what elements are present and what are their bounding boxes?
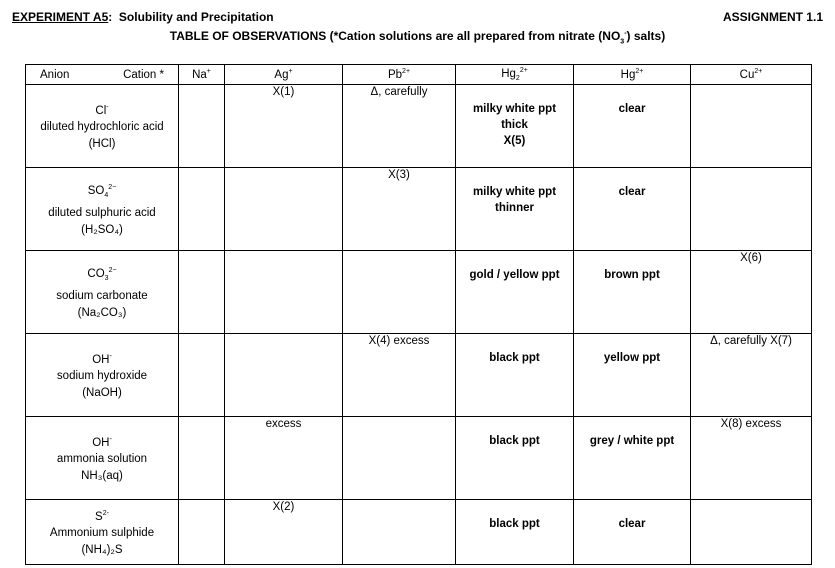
reagent-name: sodium hydroxide [56, 370, 148, 383]
reagent-formula: (NaOH) [82, 387, 122, 400]
cation-symbol: Cu [739, 68, 755, 81]
anion-sub: 3 [104, 275, 109, 283]
anion-symbol: OH [92, 353, 110, 366]
observation-text [574, 101, 690, 117]
observation-text [574, 516, 690, 532]
observation-cell [225, 334, 343, 417]
reagent-formula: (Na₂CO₃) [77, 306, 127, 319]
observation-text [574, 433, 690, 449]
observation-cell [691, 251, 812, 334]
observation-line: milky white ppt [472, 103, 557, 115]
assignment-label: ASSIGNMENT 1.1 [722, 10, 823, 24]
anion-symbol: SO [87, 185, 105, 198]
observation-cell [456, 417, 574, 500]
observation-note: excess [265, 418, 302, 430]
reagent-name: diluted hydrochloric acid [40, 121, 164, 134]
observation-cell [343, 251, 456, 334]
observation-line: yellow ppt [603, 352, 661, 364]
observation-text [456, 350, 573, 366]
anion-symbol: S [95, 510, 103, 523]
reagent-name: ammonia solution [56, 453, 148, 466]
table-row [26, 251, 812, 334]
observation-text [574, 184, 690, 200]
anion-cell [26, 417, 179, 500]
table-row [26, 334, 812, 417]
observation-line: thinner [495, 202, 534, 214]
header-row [26, 65, 812, 85]
observation-cell [456, 168, 574, 251]
table-row [26, 417, 812, 500]
observation-cell [574, 334, 691, 417]
table-row [26, 500, 812, 565]
observation-text [574, 267, 690, 283]
observation-note: X(6) [740, 252, 762, 264]
observation-note: X(2) [272, 501, 295, 513]
observation-line: thick [501, 119, 528, 131]
observation-cell [456, 85, 574, 168]
cation-symbol: Na [192, 68, 207, 81]
anion-cell [26, 251, 179, 334]
observation-text [456, 433, 573, 449]
observation-cell [456, 251, 574, 334]
observation-cell [179, 251, 225, 334]
observation-cell [574, 168, 691, 251]
cation-charge: 2+ [635, 68, 644, 76]
observation-cell [574, 417, 691, 500]
anion-symbol: Cl [95, 104, 107, 117]
cation-header-ag [225, 65, 343, 85]
cation-header-hg [456, 65, 574, 85]
observation-cell [225, 500, 343, 565]
observation-cell [343, 168, 456, 251]
observation-note: X(1) [272, 86, 295, 98]
table-title-text: TABLE OF OBSERVATIONS (*Cation solutions are all prepared from nitrate (NO [169, 29, 621, 43]
anion-charge: 2− [108, 267, 117, 275]
cation-charge: 2+ [402, 68, 411, 76]
observation-line: black ppt [489, 352, 540, 364]
reagent-formula: (HCl) [88, 138, 116, 151]
observation-note: Δ, carefully X(7) [710, 335, 792, 347]
table-row [26, 168, 812, 251]
reagent-formula: (NH₄)₂S [81, 544, 123, 557]
observation-text [456, 267, 573, 283]
reagent-formula: NH₃(aq) [81, 470, 123, 483]
observation-cell [225, 417, 343, 500]
cation-charge: + [206, 68, 211, 76]
observation-text [574, 350, 690, 366]
observation-cell [225, 251, 343, 334]
table-title [0, 29, 835, 45]
observation-text [456, 516, 573, 532]
title-sub: 3 [620, 38, 625, 46]
observation-note: Δ, carefully [370, 86, 428, 98]
observation-line: black ppt [489, 435, 540, 447]
observation-text [456, 101, 573, 149]
observation-cell [456, 500, 574, 565]
anion-charge: 2− [108, 184, 117, 192]
observation-cell [343, 417, 456, 500]
anion-charge: - [106, 103, 109, 111]
observation-line: milky white ppt [472, 186, 557, 198]
title-sup: - [624, 30, 627, 37]
reagent-name: diluted sulphuric acid [48, 206, 156, 219]
observation-cell [456, 334, 574, 417]
cation-charge: 2+ [754, 68, 763, 76]
cation-header-cu [691, 65, 812, 85]
observation-note: X(3) [388, 169, 410, 181]
anion-charge: - [109, 352, 112, 360]
observation-note: X(4) excess [368, 335, 430, 347]
anion-cation-header [26, 65, 179, 85]
table-title-end: ) salts) [626, 29, 666, 43]
observation-line: clear [618, 186, 646, 198]
cation-sub: 2 [515, 75, 520, 83]
cation-charge: 2+ [519, 66, 528, 74]
reagent-name: sodium carbonate [56, 289, 148, 302]
cation-symbol: Hg [501, 67, 516, 80]
cation-header-pb [343, 65, 456, 85]
experiment-id: EXPERIMENT A5 [12, 10, 109, 24]
cation-symbol: Pb [387, 68, 403, 81]
experiment-title: Solubility and Precipitation [118, 10, 274, 24]
observation-cell [574, 500, 691, 565]
observation-cell [343, 334, 456, 417]
cation-header-na [179, 65, 225, 85]
observation-line: black ppt [489, 518, 540, 530]
observation-note: X(8) excess [720, 418, 782, 430]
observation-text [456, 184, 573, 216]
observation-cell [225, 168, 343, 251]
anion-charge: - [109, 435, 112, 443]
observation-cell [691, 500, 812, 565]
cation-header: Cation * [123, 68, 164, 81]
observation-cell [179, 417, 225, 500]
observation-cell [179, 168, 225, 251]
anion-cell [26, 500, 179, 565]
observation-line: grey / white ppt [589, 435, 675, 447]
cation-symbol: Hg [620, 68, 636, 81]
observation-line: clear [618, 103, 646, 115]
observation-cell [343, 85, 456, 168]
observation-line: brown ppt [604, 269, 660, 281]
anion-cell [26, 168, 179, 251]
observation-cell [574, 85, 691, 168]
cation-header-hg [574, 65, 691, 85]
observation-line: gold / yellow ppt [469, 269, 560, 281]
cation-charge: + [288, 68, 293, 76]
observation-cell [225, 85, 343, 168]
observation-cell [691, 85, 812, 168]
observation-cell [691, 168, 812, 251]
observation-cell [691, 334, 812, 417]
observation-cell [691, 417, 812, 500]
observation-cell [343, 500, 456, 565]
observation-cell [179, 334, 225, 417]
table-row [26, 85, 812, 168]
experiment-heading: EXPERIMENT A5: Solubility and Precipitation [12, 10, 274, 24]
anion-cell [26, 85, 179, 168]
reagent-name: Ammonium sulphide [49, 527, 155, 540]
cation-symbol: Ag [274, 68, 289, 81]
observations-table [25, 64, 812, 565]
anion-header: Anion [40, 68, 70, 81]
anion-symbol: OH [92, 436, 110, 449]
observation-cell [179, 500, 225, 565]
observation-cell [179, 85, 225, 168]
observation-line: X(5) [503, 135, 526, 147]
anion-charge: 2- [102, 509, 109, 517]
reagent-formula: (H₂SO₄) [81, 223, 123, 236]
anion-symbol: CO [87, 268, 105, 281]
observation-cell [574, 251, 691, 334]
observation-line: clear [618, 518, 646, 530]
anion-sub: 4 [104, 192, 109, 200]
anion-cell [26, 334, 179, 417]
